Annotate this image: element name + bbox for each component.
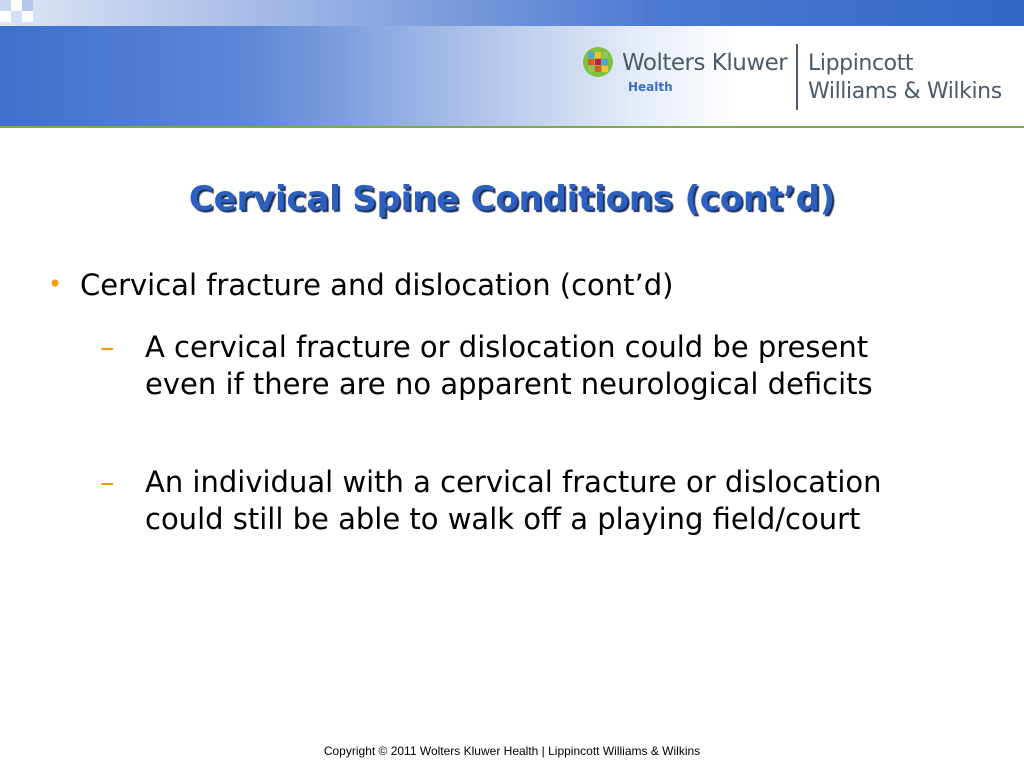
publisher-line-1: Lippincott [808, 51, 914, 76]
sub-bullet-text: A cervical fracture or dislocation could be present even if there are no apparent neurological deficits [145, 330, 873, 401]
sub-bullet-marker: – [100, 330, 115, 364]
corner-tile [22, 11, 33, 22]
copyright-footer: Copyright © 2011 Wolters Kluwer Health | Lippincott Williams & Wilkins [323, 744, 701, 758]
slide-title: Cervical Spine Conditions (cont’d) [188, 179, 836, 219]
corner-mosaic [0, 0, 44, 26]
sub-bullet-text: An individual with a cervical fracture or dislocation could still be able to walk off a playing field/court [145, 465, 882, 536]
corner-tile [11, 0, 22, 11]
corner-tile [11, 11, 22, 22]
wolters-kluwer-logo-icon [582, 46, 614, 78]
corner-tile [0, 0, 11, 11]
header-rule [0, 126, 1024, 128]
brand-divider [796, 44, 798, 110]
bullet-text: Cervical fracture and dislocation (cont’d) [80, 268, 674, 302]
bullet-marker: • [48, 270, 63, 298]
header-top-bar [0, 0, 1024, 26]
brand-division: Health [628, 80, 673, 94]
corner-tile [0, 11, 11, 22]
publisher-name [808, 50, 1002, 106]
corner-tile [22, 0, 33, 11]
brand-name: Wolters Kluwer [622, 50, 788, 76]
sub-bullet-marker: – [100, 465, 115, 499]
publisher-line-2: Williams & Wilkins [808, 79, 1002, 104]
